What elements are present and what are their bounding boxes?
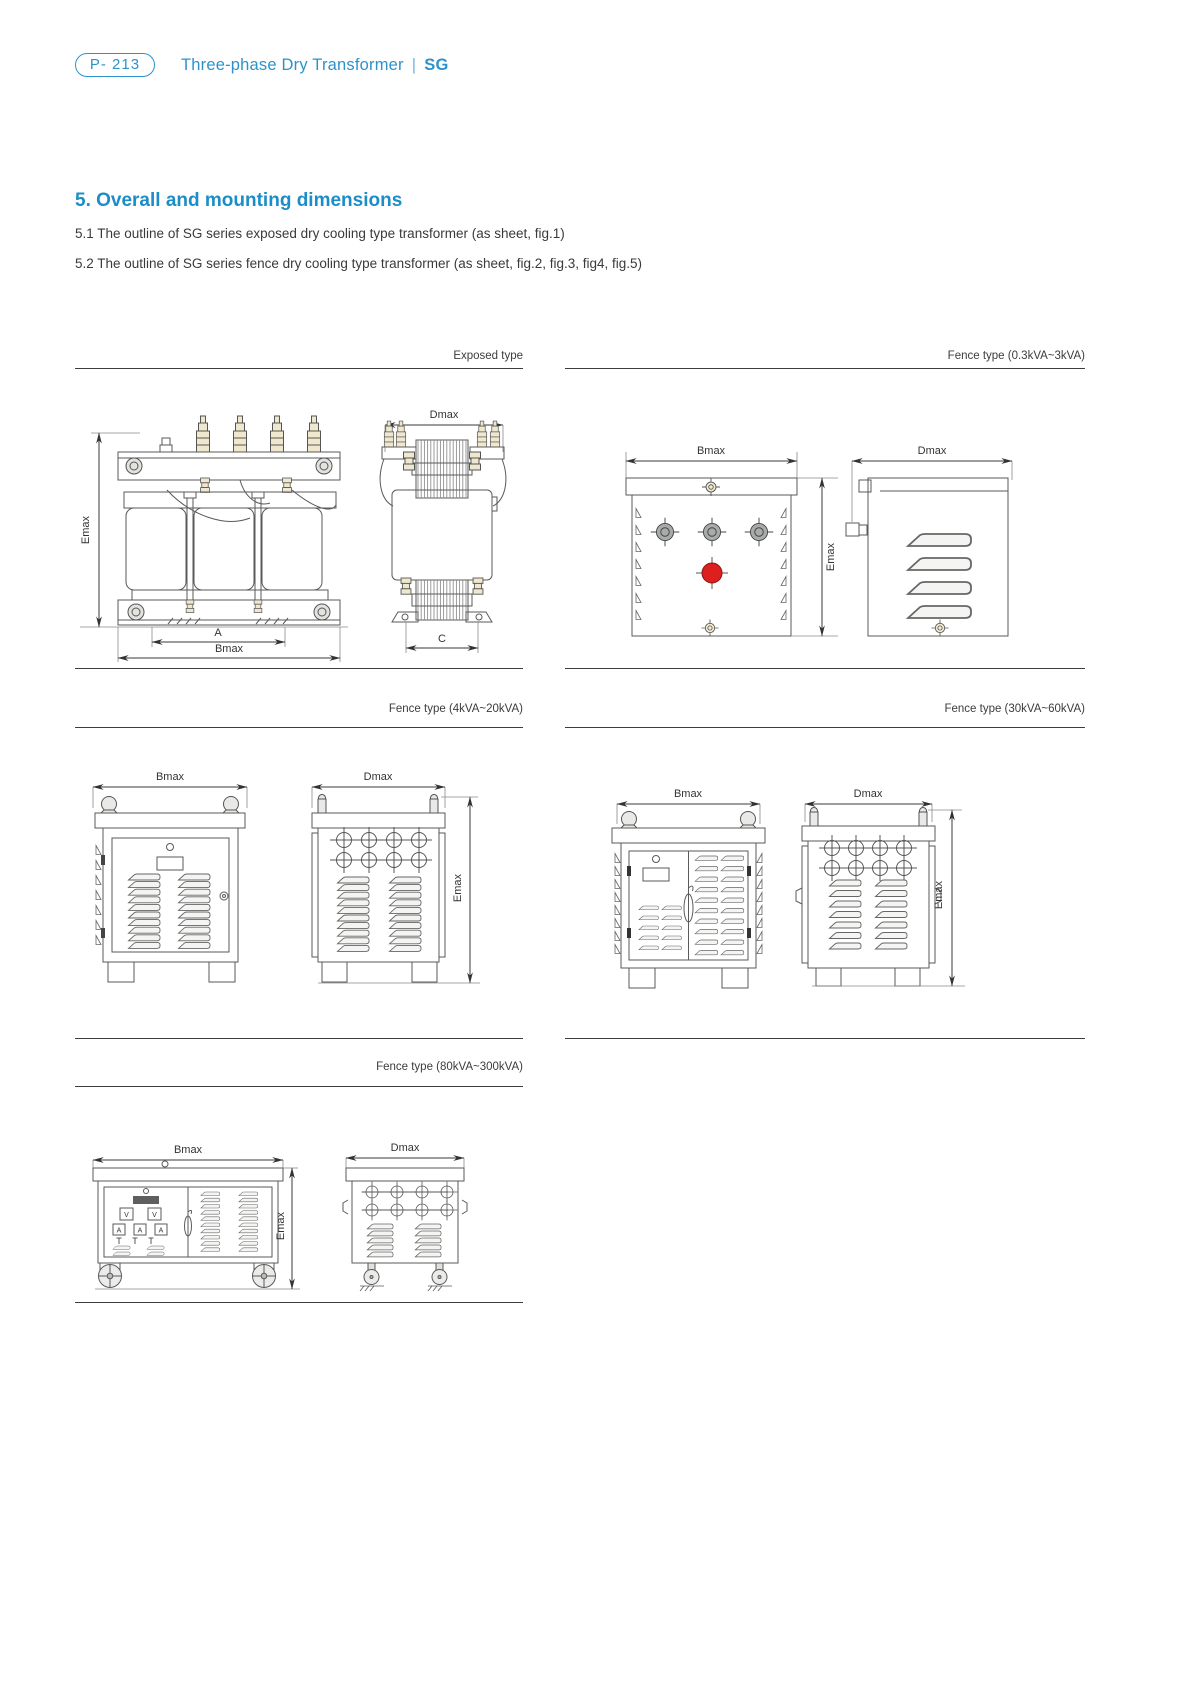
- amp-meter-label: A: [116, 1227, 122, 1235]
- dim-label-emax: Emax: [80, 515, 92, 545]
- amp-meter-label: A: [158, 1227, 164, 1235]
- dim-label-emax: Emax: [452, 873, 464, 903]
- title-separator: |: [411, 55, 417, 74]
- exposed-side-view: [380, 409, 506, 653]
- dim-label-dmax: Dmax: [917, 445, 947, 457]
- doc-title-text: Three-phase Dry Transformer: [181, 55, 404, 74]
- dim-label-dmax: Dmax: [390, 1142, 420, 1154]
- figure-label-fence-mid: Fence type (4kVA~20kVA): [388, 703, 523, 715]
- red-terminal: [696, 557, 728, 589]
- dim-label-dmax: Dmax: [429, 409, 459, 421]
- figure-label-fence-large: Fence type (30kVA~60kVA): [944, 703, 1085, 715]
- switch-symbols: [117, 1238, 154, 1244]
- amp-meter-label: A: [137, 1227, 143, 1235]
- casters: [360, 1263, 452, 1291]
- exposed-front-view: [80, 416, 348, 662]
- dim-label-dmax: Dmax: [853, 788, 883, 800]
- fence-large-front-view: [612, 788, 765, 988]
- dim-label-dmax: Dmax: [363, 771, 393, 783]
- figure-label-fence-xl: Fence type (80kVA~300kVA): [376, 1061, 523, 1073]
- fence-xl-front-view: [93, 1144, 300, 1289]
- dim-label-bmax: Bmax: [155, 771, 185, 783]
- dim-label-emax: Emax: [825, 542, 837, 572]
- fence-large-side-view: [796, 788, 965, 986]
- product-code: SG: [424, 55, 449, 74]
- volt-meter-label: V: [124, 1212, 129, 1219]
- front-wheels: [99, 1263, 276, 1288]
- dim-label-bmax: Bmax: [173, 1144, 203, 1156]
- dim-label-c: C: [438, 633, 446, 645]
- dim-label-emax: Emax: [933, 880, 945, 910]
- section-heading: 5. Overall and mounting dimensions: [75, 190, 403, 211]
- paragraph-5-2: 5.2 The outline of SG series fence dry cooling type transformer (as sheet, fig.2, fig.3, fig4, fig.5): [75, 256, 643, 271]
- fence-small-front-view: [626, 445, 838, 637]
- volt-meters: [120, 1208, 161, 1220]
- amp-meters: [113, 1224, 167, 1235]
- dim-label-bmax: Bmax: [214, 643, 244, 655]
- dim-label-bmax: Bmax: [673, 788, 703, 800]
- dim-label-emax: Emax: [275, 1211, 287, 1241]
- fence-mid-front-view: [93, 771, 247, 982]
- page-number-badge: P- 213: [75, 53, 155, 77]
- fence-small-side-view: [846, 445, 1012, 637]
- dim-label-a: A: [214, 627, 222, 639]
- volt-meter-label: V: [152, 1212, 157, 1219]
- figure-label-fence-small: Fence type (0.3kVA~3kVA): [947, 350, 1085, 362]
- fence-mid-side-view: [312, 771, 480, 983]
- figure-label-exposed: Exposed type: [453, 350, 523, 362]
- paragraph-5-1: 5.1 The outline of SG series exposed dry cooling type transformer (as sheet, fig.1): [75, 226, 565, 241]
- dim-label-bmax: Bmax: [696, 445, 726, 457]
- fence-xl-side-view: [343, 1142, 467, 1291]
